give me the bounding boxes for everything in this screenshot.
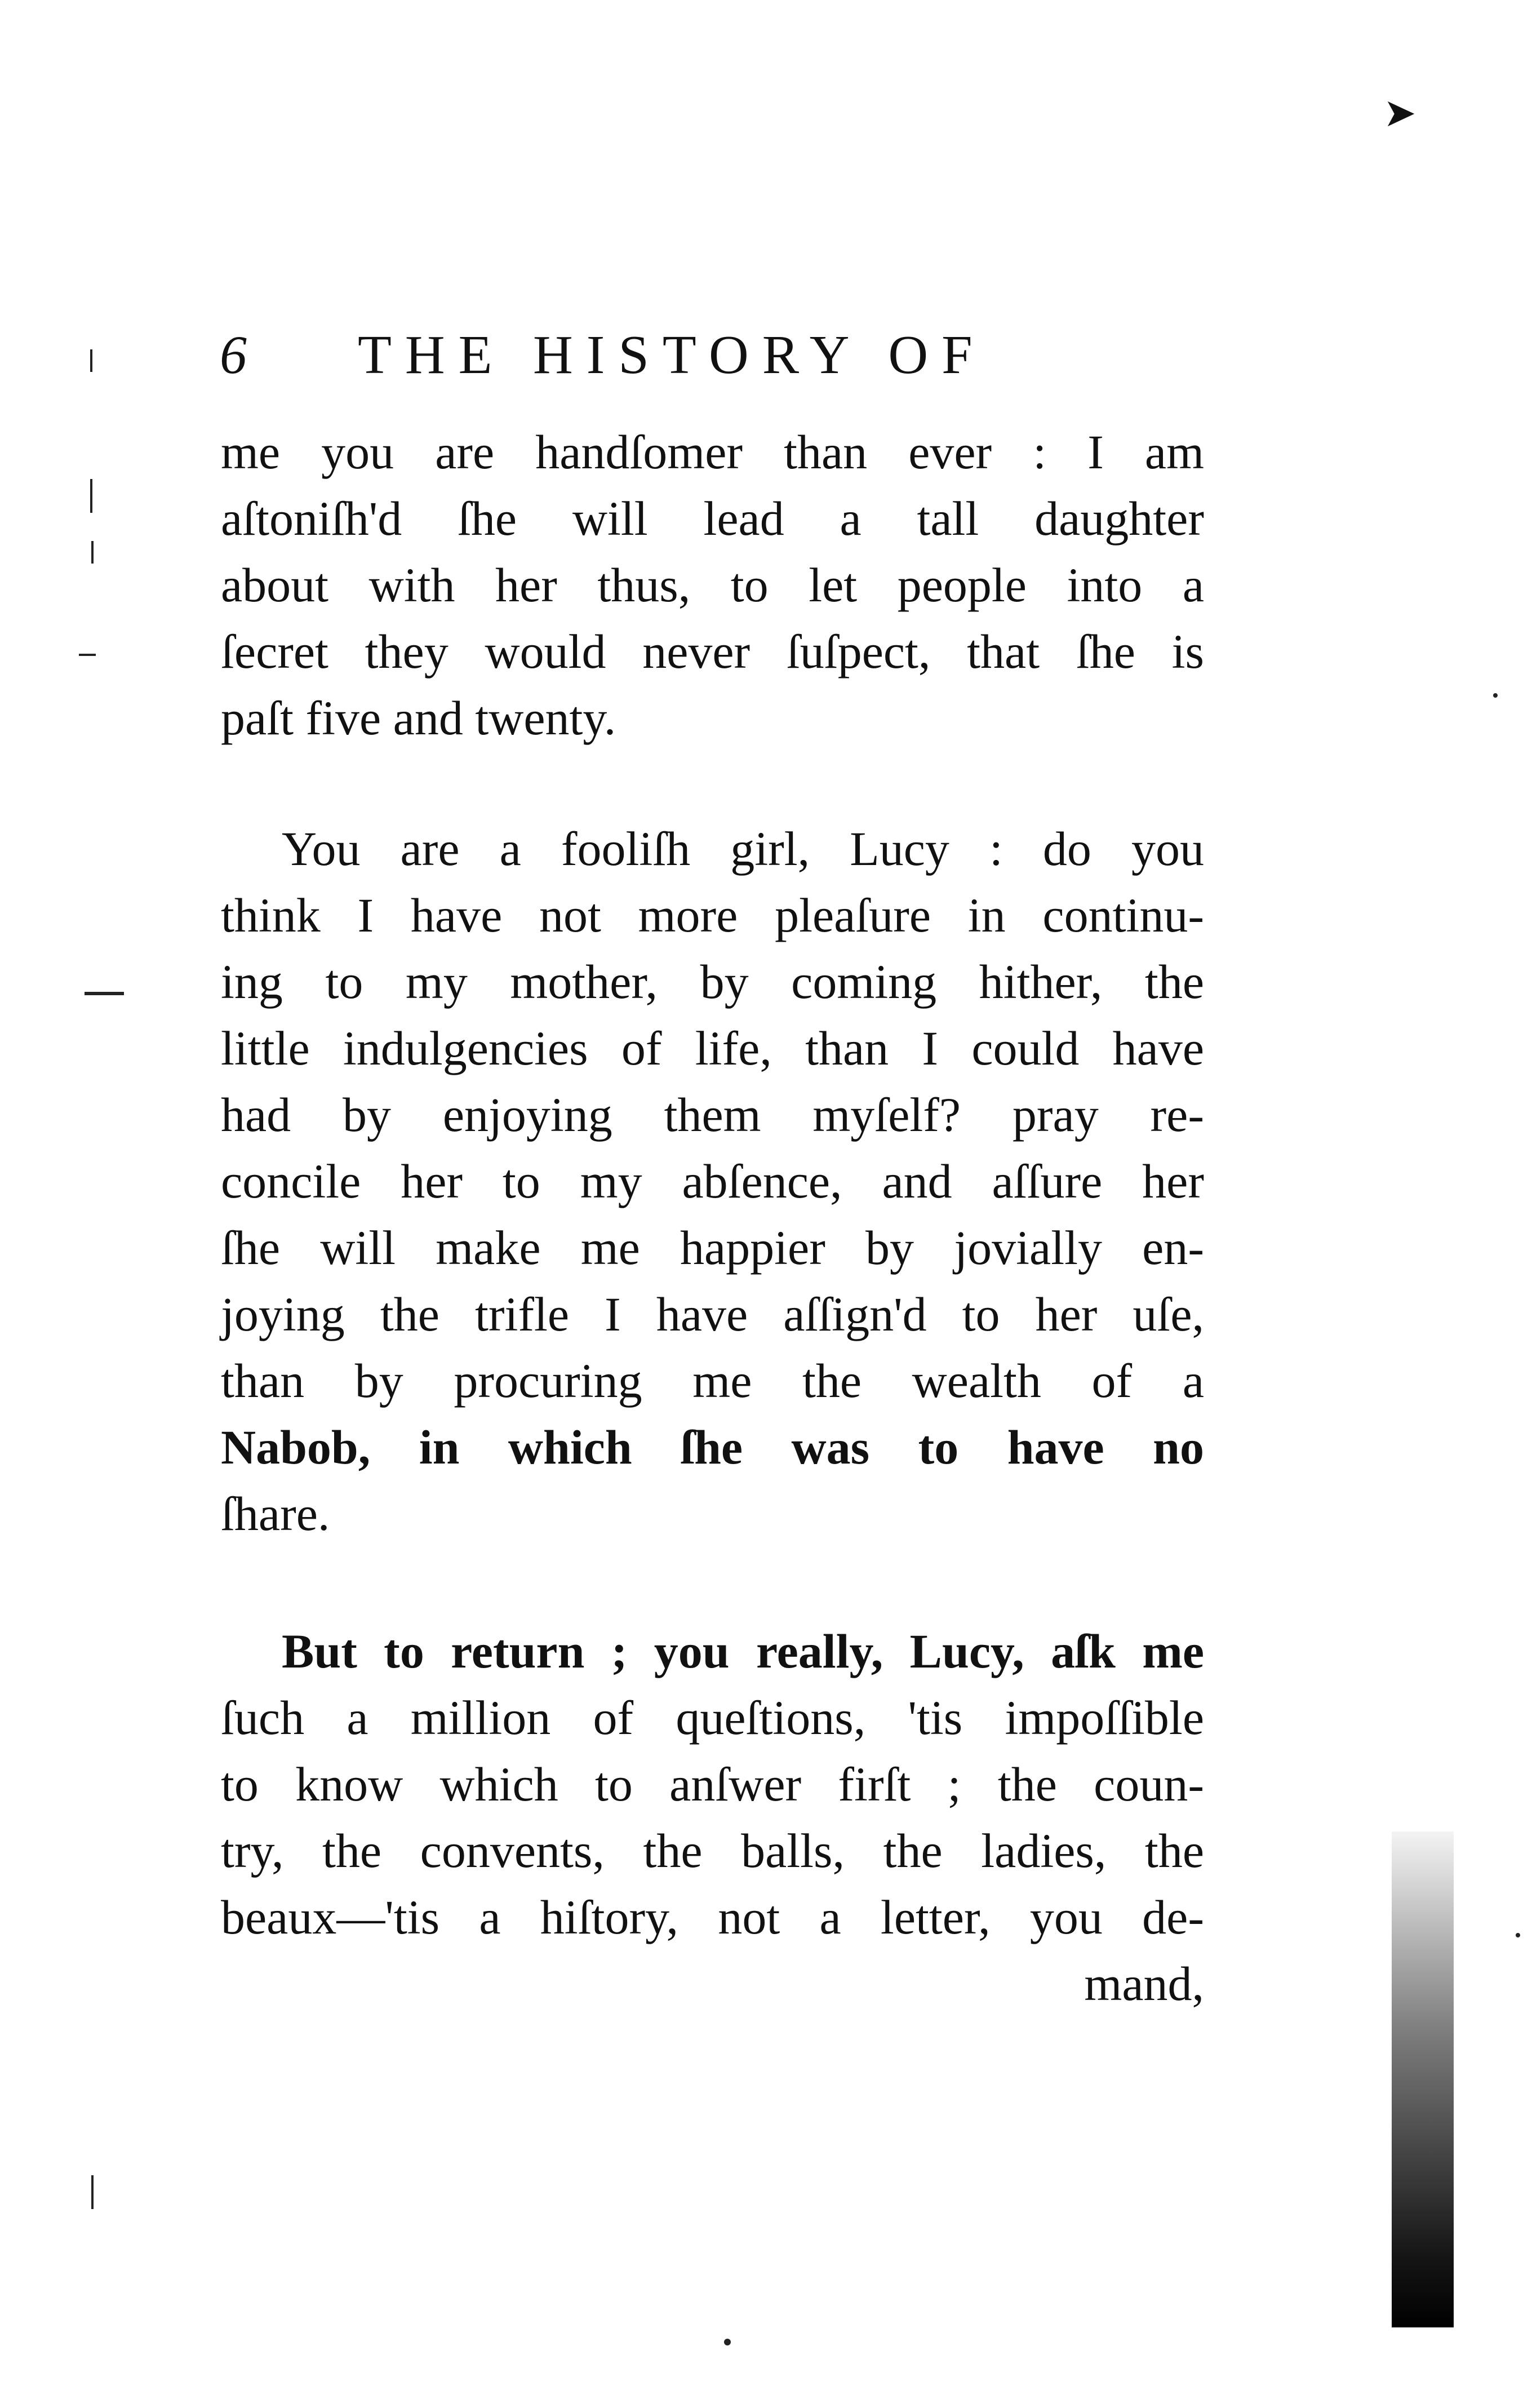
margin-mark: [90, 479, 92, 513]
ink-dot: [724, 2339, 731, 2345]
margin-mark: [90, 349, 92, 372]
text-line: ſecret they would never ſuſpect, that ſhe is: [221, 624, 1204, 679]
text-line: think I have not more pleaſure in continu-: [221, 888, 1204, 942]
text-line: had by enjoying them myſelf? pray re-: [221, 1088, 1204, 1142]
text-line: than by procuring me the wealth of a: [221, 1354, 1204, 1408]
text-line: aſtoniſh'd ſhe will lead a tall daughter: [221, 491, 1204, 546]
ink-dot: [1493, 693, 1498, 698]
text-line: me you are handſomer than ever : I am: [221, 425, 1204, 479]
text-line: ſhe will make me happier by jovially en-: [221, 1221, 1204, 1275]
ink-dot: [1516, 1933, 1520, 1937]
text-line: You are a fooliſh girl, Lucy : do you: [282, 822, 1204, 876]
margin-mark: [79, 654, 96, 656]
text-line: But to return ; you really, Lucy, aſk me: [282, 1624, 1204, 1678]
text-line: little indulgencies of life, than I could have: [221, 1021, 1204, 1075]
text-line: try, the convents, the balls, the ladies, the: [221, 1824, 1204, 1878]
page-edge-shadow: [1392, 1832, 1454, 2327]
text-line: concile her to my abſence, and aſſure her: [221, 1154, 1204, 1208]
text-line: ſhare.: [221, 1487, 330, 1541]
text-line: ſuch a million of queſtions, 'tis impoſſible: [221, 1691, 1204, 1745]
text-line: beaux—'tis a hiſtory, not a letter, you de-: [221, 1890, 1204, 1944]
text-line: Nabob, in which ſhe was to have no: [221, 1420, 1204, 1474]
margin-mark: [85, 992, 124, 995]
page-header: [220, 318, 1211, 392]
margin-mark: [91, 2175, 94, 2209]
text-line: paſt five and twenty.: [221, 691, 616, 745]
page-number: 6: [220, 325, 247, 385]
running-title: THE HISTORY OF: [358, 325, 986, 385]
catchword: mand,: [1084, 1957, 1204, 2011]
margin-mark: [91, 541, 94, 564]
text-line: joying the trifle I have aſſign'd to her uſe,: [221, 1287, 1204, 1341]
text-line: about with her thus, to let people into a: [221, 558, 1204, 612]
text-line: to know which to anſwer firſt ; the coun-: [221, 1757, 1204, 1811]
text-line: ing to my mother, by coming hither, the: [221, 955, 1204, 1009]
margin-arrow-icon: ➤: [1383, 90, 1416, 136]
